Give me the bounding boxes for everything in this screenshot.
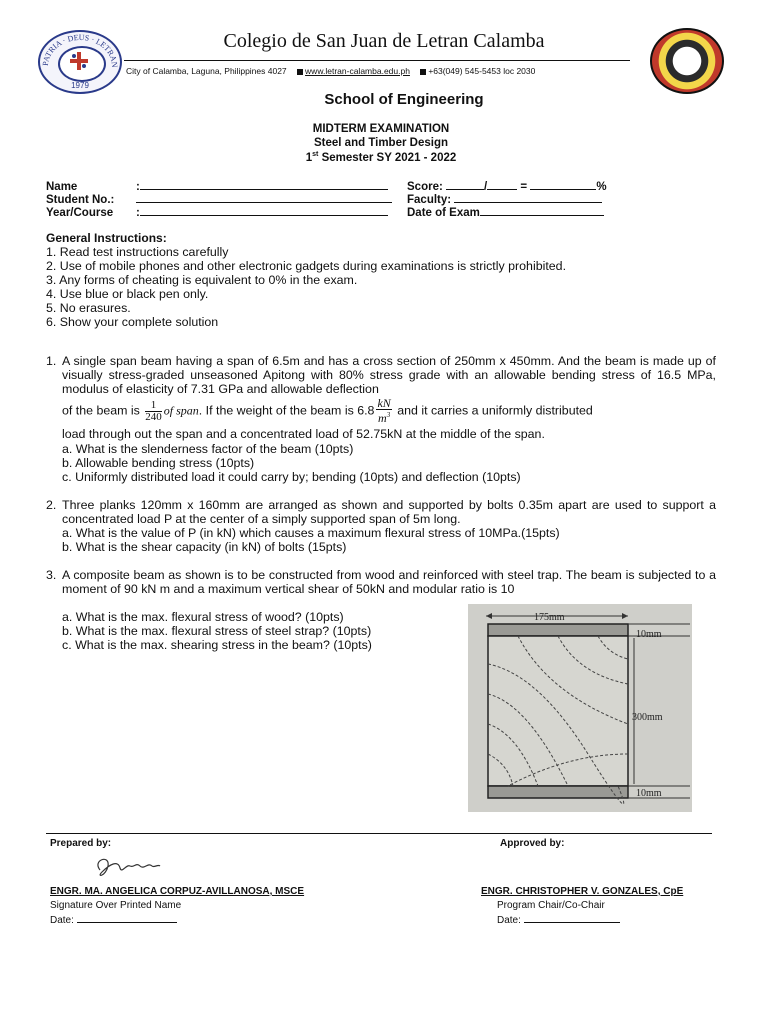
unit-weight-fraction: $\frac{kN}{m^3}$ [377, 396, 391, 425]
faculty-field: Faculty: [407, 191, 602, 206]
contact-line [126, 66, 535, 76]
question-1-part-a: a. What is the slenderness factor of the beam (10pts) [62, 442, 354, 456]
question-2-text: Three planks 120mm x 160mm are arranged as shown and supported by bolts 0.35m apart are used to support a concentrated load P at the center of a simply supported span of 5m long. [62, 498, 716, 526]
question-3-text: A composite beam as shown is to be constructed from wood and reinforced with steel trap. The beam is subjected to a moment of 90 kN m and a maximum vertical shear of 50kN and modular ratio is 10 [62, 568, 716, 596]
instruction-item: 6. Show your complete solution [46, 315, 219, 329]
prepared-by-label: Prepared by: [50, 838, 112, 849]
score-input[interactable] [446, 178, 484, 190]
instruction-item: 1. Read test instructions carefully [46, 245, 229, 259]
approver-date: Date: [497, 913, 620, 926]
name-input[interactable] [140, 178, 388, 190]
seal-ring-label: PATRIA · DEUS · LETRAN [40, 32, 120, 68]
figure-bottom-label: 10mm [636, 788, 662, 799]
question-number: 1. [46, 354, 57, 368]
bullet-square-icon [297, 69, 303, 75]
preparer-name: ENGR. MA. ANGELICA CORPUZ-AVILLANOSA, MSCE [50, 886, 305, 897]
question-2-part-b: b. What is the shear capacity (in kN) of bolts (15pts) [62, 540, 347, 554]
composite-beam-figure [468, 604, 692, 812]
question-1 [46, 354, 716, 484]
name-field: Name : [46, 178, 388, 193]
approver-date-input[interactable] [524, 913, 620, 923]
signature-divider [46, 833, 712, 834]
student-no-field: Student No.: [46, 191, 392, 206]
instruction-item: 4. Use blue or black pen only. [46, 287, 209, 301]
preparer-date-input[interactable] [77, 913, 177, 923]
question-1-text: A single span beam having a span of 6.5m and has a cross section of 250mm x 450mm. And the beam is made up of visually stress-graded unseasoned Apitong with 80% stress grade with an allowable bending stress of 16.5 MPa, modulus of elasticity of 7.31 GPa and allowable deflection [62, 354, 716, 396]
question-1-part-c: c. Uniformly distributed load it could carry by; bending (10pts) and deflection (10pts) [62, 470, 521, 484]
instruction-item: 5. No erasures. [46, 301, 131, 315]
beam-cross-section-drawing [468, 604, 692, 812]
seal-year: 1979 [71, 81, 89, 90]
instruction-item: 3. Any forms of cheating is equivalent to 0% in the exam. [46, 273, 358, 287]
exam-subject: Steel and Timber Design [314, 137, 448, 149]
preparer-date: Date: [50, 913, 177, 926]
college-name: Colegio de San Juan de Letran Calamba [223, 30, 545, 52]
bullet-square-icon [420, 69, 426, 75]
score-percent-input[interactable] [530, 178, 596, 190]
date-of-exam-input[interactable] [480, 204, 604, 216]
question-3-part-c: c. What is the max. shearing stress in the beam? (10pts) [62, 638, 372, 652]
question-1-deflection-line: of the beam is $\frac{1}{240}$ of span. If the weight of the beam is 6.8 $\frac{kN}{m^3}$ and it carries a uniformly distributed [62, 396, 593, 425]
question-2-part-a: a. What is the value of P (in kN) which causes a maximum flexural stress of 10MPa.(15pts) [62, 526, 560, 540]
question-number: 2. [46, 498, 57, 512]
deflection-fraction: $\frac{1}{240}$ [145, 398, 162, 423]
approver-role: Program Chair/Co-Chair [497, 900, 605, 911]
approved-by-label: Approved by: [500, 838, 565, 849]
score-total-input[interactable] [487, 178, 517, 190]
exam-title: MIDTERM EXAMINATION [312, 123, 450, 135]
year-course-field: Year/Course : [46, 204, 388, 219]
figure-top-label: 10mm [636, 629, 662, 640]
faculty-input[interactable] [454, 191, 602, 203]
phone: +63(049) 545-5453 loc 2030 [428, 66, 536, 76]
address: City of Calamba, Laguna, Philippines 4027 [126, 66, 287, 76]
exam-semester: 1st Semester SY 2021 - 2022 [305, 151, 457, 164]
date-of-exam-field: Date of Exam [407, 204, 604, 219]
instructions-list [46, 245, 566, 329]
instruction-item: 2. Use of mobile phones and other electronic gadgets during examinations is strictly prohibited. [46, 259, 567, 273]
question-3-part-b: b. What is the max. flexural stress of steel strap? (10pts) [62, 624, 372, 638]
figure-width-label: 175mm [534, 612, 565, 623]
school-title: School of Engineering [324, 91, 484, 108]
instructions-heading: General Instructions: [46, 231, 167, 245]
question-1-text-end: load through out the span and a concentrated load of 52.75kN at the middle of the span. [62, 427, 545, 441]
approver-name: ENGR. CHRISTOPHER V. GONZALES, CpE [481, 886, 684, 897]
figure-mid-label: 300mm [632, 712, 663, 723]
score-field: Score: / = % [407, 178, 607, 193]
header-rule [124, 60, 630, 61]
question-number: 3. [46, 568, 57, 582]
question-2 [46, 498, 716, 558]
question-1-part-b: b. Allowable bending stress (10pts) [62, 456, 255, 470]
student-no-input[interactable] [136, 191, 392, 203]
year-course-input[interactable] [140, 204, 388, 216]
preparer-role: Signature Over Printed Name [50, 900, 182, 911]
question-3-part-a: a. What is the max. flexural stress of wood? (10pts) [62, 610, 344, 624]
handwritten-signature [90, 850, 162, 884]
website-link[interactable]: www.letran-calamba.edu.ph [305, 66, 410, 76]
